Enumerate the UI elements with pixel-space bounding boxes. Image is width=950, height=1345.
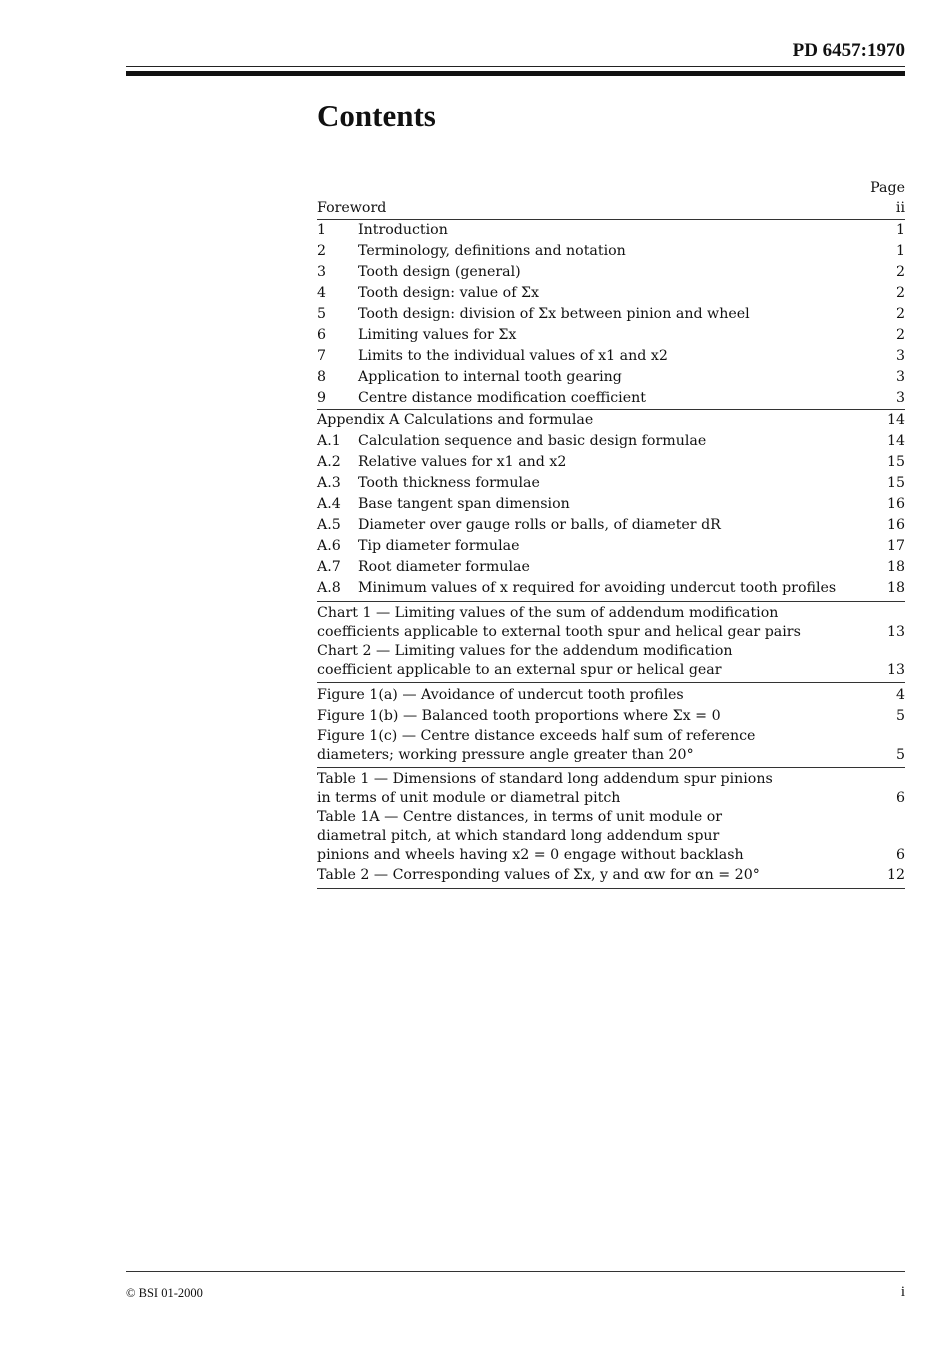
toc-entry-appendix-section[interactable]: [317, 578, 905, 599]
page-title: Contents: [317, 98, 436, 133]
toc-entry-page: 18: [886, 559, 905, 575]
toc-entry-text-line: Figure 1(c) — Centre distance exceeds half sum of reference: [317, 728, 756, 744]
toc-entry-text: Introduction: [358, 222, 448, 238]
toc-entry-figure[interactable]: [317, 706, 905, 727]
toc-entry-appendix-section[interactable]: [317, 452, 905, 473]
toc-entry-table[interactable]: [317, 865, 905, 886]
toc-entry-number: 4: [317, 285, 327, 301]
toc-entry-page: 16: [886, 517, 905, 533]
toc-entry-table[interactable]: [317, 770, 905, 808]
toc-entry-page: 5: [895, 747, 905, 763]
header-thin-rule: [126, 66, 905, 67]
toc-entry-page: 6: [895, 847, 905, 863]
toc-entry-text-line: diametral pitch, at which standard long addendum spur: [317, 828, 720, 844]
toc-entry-number: A.1: [317, 433, 341, 449]
toc-entry-number: 1: [317, 222, 327, 238]
toc-entry-page: 14: [886, 412, 905, 428]
toc-entry-text: Tooth design: division of Σx between pinion and wheel: [358, 306, 750, 322]
toc-entry-text-line: Chart 1 — Limiting values of the sum of addendum modification: [317, 605, 779, 621]
toc-entry-number: A.4: [317, 496, 341, 512]
toc-entry-section[interactable]: [317, 220, 905, 241]
toc-entry-page: 3: [895, 348, 905, 364]
toc-entry-text: Base tangent span dimension: [358, 496, 570, 512]
toc-entry-section[interactable]: [317, 388, 905, 409]
toc-entry-page: 18: [886, 580, 905, 596]
toc-entry-text-line: coefficient applicable to an external spur or helical gear: [317, 662, 722, 678]
toc-entry-page: 6: [895, 790, 905, 806]
page-number: i: [900, 1284, 905, 1300]
toc-entry-section[interactable]: [317, 346, 905, 367]
toc-entry-section[interactable]: [317, 283, 905, 304]
toc-entry-text: Appendix A Calculations and formulae: [317, 412, 594, 428]
toc-entry-page: 2: [895, 264, 905, 280]
toc-entry-page: 16: [886, 496, 905, 512]
toc-entry-page: 4: [895, 687, 905, 703]
header-thick-rule: [126, 71, 905, 76]
toc-entry-number: A.8: [317, 580, 341, 596]
toc-entry-figure[interactable]: [317, 685, 905, 706]
toc-entry-text-line: in terms of unit module or diametral pitch: [317, 790, 621, 806]
toc-entry-page: 13: [886, 624, 905, 640]
toc-entry-table[interactable]: [317, 808, 905, 865]
toc-entry-page: 15: [886, 475, 905, 491]
toc-entry-text: Limiting values for Σx: [358, 327, 517, 343]
toc-entry-chart[interactable]: [317, 642, 905, 680]
toc-entry-appendix[interactable]: [317, 410, 905, 431]
toc-entry-text: Relative values for x1 and x2: [358, 454, 567, 470]
toc-entry-foreword[interactable]: [317, 198, 905, 219]
toc-entry-text: Table 2 — Corresponding values of Σx, y and αw for αn = 20°: [317, 867, 760, 883]
toc-entry-page: 14: [886, 433, 905, 449]
toc-entry-appendix-section[interactable]: [317, 473, 905, 494]
toc-entry-text: Centre distance modification coefficient: [358, 390, 646, 406]
toc-entry-text: Root diameter formulae: [358, 559, 530, 575]
toc-entry-appendix-section[interactable]: [317, 494, 905, 515]
toc-entry-page: 2: [895, 285, 905, 301]
toc-entry-section[interactable]: [317, 325, 905, 346]
document-id: PD 6457:1970: [792, 40, 905, 61]
toc-entry-page: 2: [895, 306, 905, 322]
footer-rule: [126, 1271, 905, 1272]
toc-entry-text: Tooth design: value of Σx: [358, 285, 539, 301]
toc-entry-text: Application to internal tooth gearing: [358, 369, 622, 385]
toc-entry-appendix-section[interactable]: [317, 431, 905, 452]
toc-entry-text: Limits to the individual values of x1 and x2: [358, 348, 668, 364]
toc-entry-number: A.2: [317, 454, 341, 470]
page-column-label: Page: [870, 180, 905, 196]
divider: [317, 601, 905, 602]
toc-entry-appendix-section[interactable]: [317, 515, 905, 536]
toc-entry-figure[interactable]: [317, 727, 905, 765]
toc-entry-text: Terminology, definitions and notation: [358, 243, 626, 259]
toc-entry-number: 8: [317, 369, 327, 385]
toc-entry-text: Foreword: [317, 200, 387, 216]
toc-entry-text: Figure 1(a) — Avoidance of undercut tooth profiles: [317, 687, 684, 703]
toc-entry-text: Tooth thickness formulae: [358, 475, 540, 491]
toc-entry-section[interactable]: [317, 241, 905, 262]
toc-entry-number: 5: [317, 306, 327, 322]
toc-entry-section[interactable]: [317, 367, 905, 388]
toc-entry-page: 3: [895, 390, 905, 406]
toc-entry-page: 3: [895, 369, 905, 385]
divider: [317, 888, 905, 889]
toc-entry-text: Calculation sequence and basic design formulae: [358, 433, 707, 449]
toc-entry-page: 12: [886, 867, 905, 883]
toc-entry-number: A.6: [317, 538, 341, 554]
toc-entry-text: Diameter over gauge rolls or balls, of diameter dR: [358, 517, 721, 533]
toc-entry-number: A.7: [317, 559, 341, 575]
toc-entry-page: 1: [895, 243, 905, 259]
toc-entry-section[interactable]: [317, 304, 905, 325]
toc-entry-page: ii: [895, 200, 905, 216]
divider: [317, 682, 905, 683]
toc-entry-text: Tip diameter formulae: [358, 538, 520, 554]
toc-entry-text: Figure 1(b) — Balanced tooth proportions where Σx = 0: [317, 708, 721, 724]
toc-entry-page: 17: [886, 538, 905, 554]
toc-entry-chart[interactable]: [317, 604, 905, 642]
toc-entry-number: 3: [317, 264, 327, 280]
toc-entry-number: A.3: [317, 475, 341, 491]
toc-entry-appendix-section[interactable]: [317, 536, 905, 557]
toc-entry-page: 15: [886, 454, 905, 470]
copyright-notice: © BSI 01-2000: [126, 1286, 203, 1300]
toc-entry-page: 1: [895, 222, 905, 238]
toc-entry-text-line: Table 1 — Dimensions of standard long addendum spur pinions: [317, 771, 773, 787]
toc-entry-number: A.5: [317, 517, 341, 533]
toc-entry-appendix-section[interactable]: [317, 557, 905, 578]
table-of-contents: [317, 178, 905, 889]
toc-entry-number: 6: [317, 327, 327, 343]
toc-entry-page: 5: [895, 708, 905, 724]
toc-entry-text: Tooth design (general): [358, 264, 521, 280]
toc-entry-text-line: pinions and wheels having x2 = 0 engage without backlash: [317, 847, 744, 863]
toc-entry-number: 9: [317, 390, 327, 406]
toc-entry-number: 7: [317, 348, 327, 364]
toc-entry-text-line: coefficients applicable to external tooth spur and helical gear pairs: [317, 624, 801, 640]
toc-entry-text-line: Table 1A — Centre distances, in terms of unit module or: [317, 809, 723, 825]
toc-entry-text-line: diameters; working pressure angle greater than 20°: [317, 747, 694, 763]
toc-entry-text: Minimum values of x required for avoiding undercut tooth profiles: [358, 580, 837, 596]
divider: [317, 767, 905, 768]
toc-entry-page: 13: [886, 662, 905, 678]
toc-entry-page: 2: [895, 327, 905, 343]
toc-entry-text-line: Chart 2 — Limiting values for the addendum modification: [317, 643, 733, 659]
toc-entry-number: 2: [317, 243, 327, 259]
toc-entry-section[interactable]: [317, 262, 905, 283]
